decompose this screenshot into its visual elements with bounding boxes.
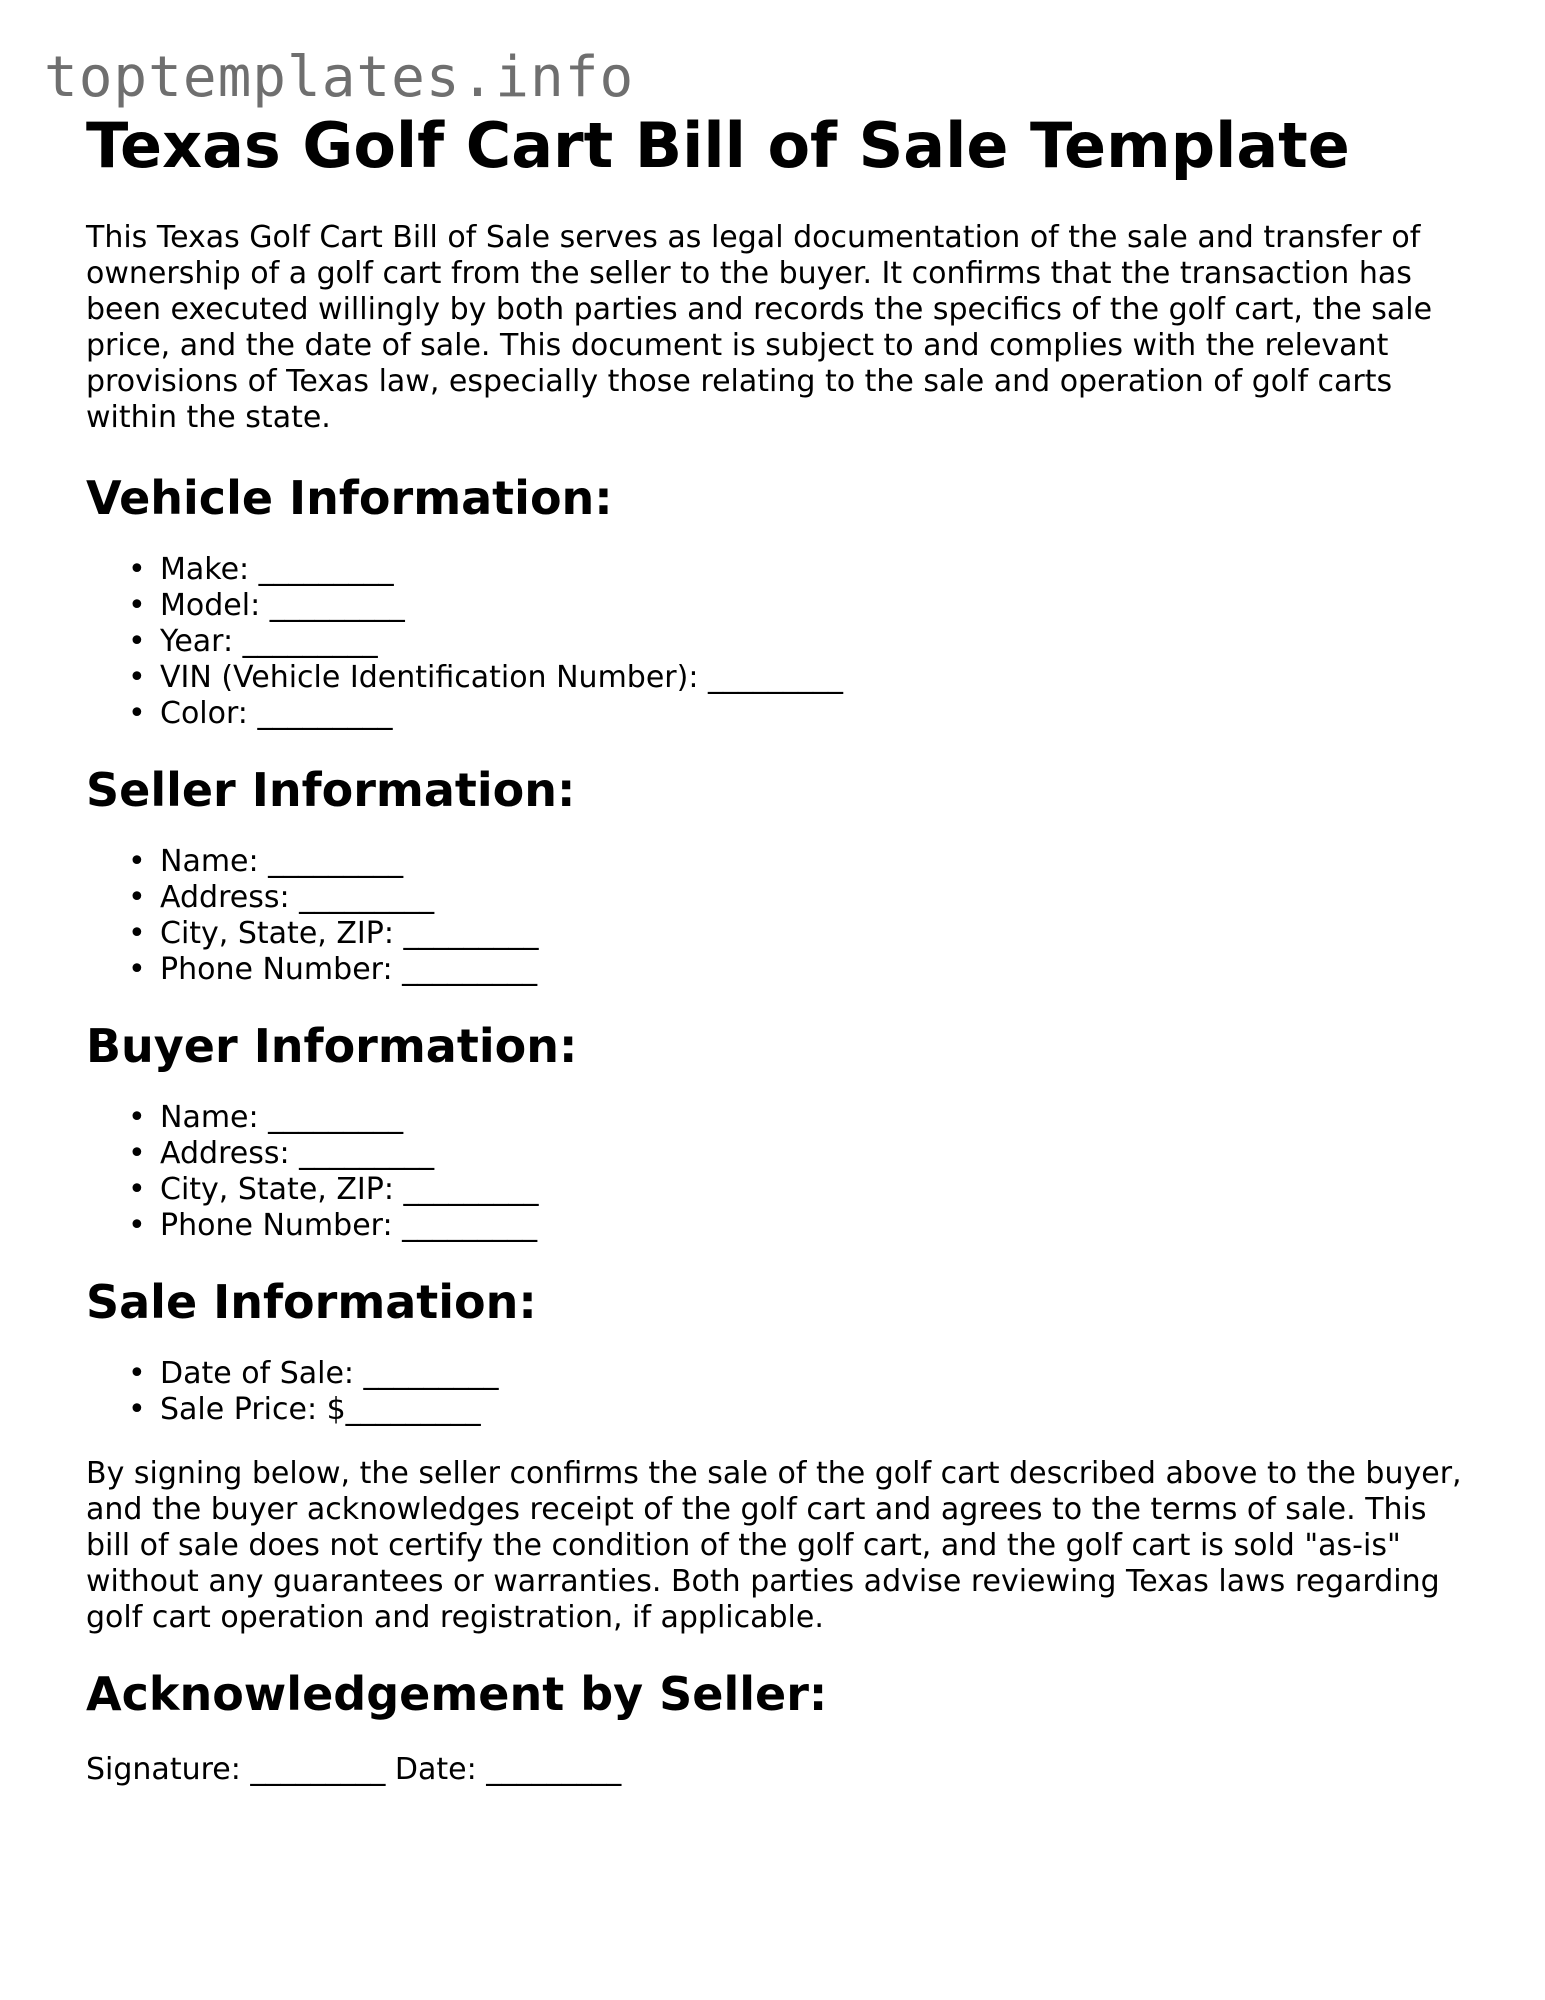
list-item	[128, 660, 1466, 696]
buyer-city-state-zip-field: City, State, ZIP: _________	[160, 1172, 539, 1207]
seller-name-field: Name: _________	[160, 844, 404, 879]
bullet-icon: •	[128, 844, 146, 879]
bullet-icon: •	[128, 1208, 146, 1243]
list-item	[128, 588, 1466, 624]
bullet-icon: •	[128, 1356, 146, 1391]
intro-paragraph: This Texas Golf Cart Bill of Sale serves as legal documentation of the sale and transfer of ownership of a golf cart from the seller to the buyer. It confirms that the transaction has been executed willingly by both parties and records the specifics of the golf cart, the sale price, and the date of sale. This document is subject to and complies with the relevant provisions of Texas law, especially those relating to the sale and operation of golf carts within the state.	[86, 220, 1433, 435]
buyer-phone-field: Phone Number: _________	[160, 1208, 538, 1243]
bullet-icon: •	[128, 1100, 146, 1135]
bullet-icon: •	[128, 1136, 146, 1171]
closing-paragraph: By signing below, the seller confirms the sale of the golf cart described above to the buyer, and the buyer acknowledges receipt of the golf cart and agrees to the terms of sale. This bill of sale does not certify the condition of the golf cart, and the golf cart is sold "as-is" without any guarantees or warranties. Both parties advise reviewing Texas laws regarding golf cart operation and registration, if applicable.	[86, 1456, 1462, 1635]
seller-phone-field: Phone Number: _________	[160, 952, 538, 987]
buyer-address-field: Address: _________	[160, 1136, 435, 1171]
watermark-text: toptemplates.info	[44, 45, 635, 110]
bullet-icon: •	[128, 624, 146, 659]
bullet-icon: •	[128, 880, 146, 915]
buyer-name-field: Name: _________	[160, 1100, 404, 1135]
vehicle-make-field: Make: _________	[160, 552, 394, 587]
bullet-icon: •	[128, 588, 146, 623]
list-item	[128, 1356, 1466, 1392]
bullet-icon: •	[128, 660, 146, 695]
sale-section-heading: Sale Information:	[86, 1275, 537, 1329]
bullet-icon: •	[128, 696, 146, 731]
vehicle-year-field: Year: _________	[160, 624, 378, 659]
list-item	[128, 1392, 1466, 1428]
list-item	[128, 552, 1466, 588]
signature-date-line: Signature: _________ Date: _________	[86, 1752, 622, 1787]
bullet-icon: •	[128, 916, 146, 951]
list-item	[128, 916, 1466, 952]
list-item	[128, 1208, 1466, 1244]
bullet-icon: •	[128, 552, 146, 587]
list-item	[128, 1136, 1466, 1172]
vehicle-section-heading: Vehicle Information:	[86, 471, 613, 525]
sale-date-field: Date of Sale: _________	[160, 1356, 499, 1391]
list-item	[128, 696, 1466, 732]
vehicle-color-field: Color: _________	[160, 696, 393, 731]
page-title: Texas Golf Cart Bill of Sale Template	[86, 109, 1350, 182]
buyer-field-list	[86, 1100, 1466, 1244]
vehicle-field-list	[86, 552, 1466, 732]
list-item	[128, 1100, 1466, 1136]
list-item	[128, 624, 1466, 660]
list-item	[128, 1172, 1466, 1208]
bullet-icon: •	[128, 952, 146, 987]
acknowledgement-heading: Acknowledgement by Seller:	[86, 1667, 828, 1721]
buyer-section-heading: Buyer Information:	[86, 1019, 578, 1073]
seller-city-state-zip-field: City, State, ZIP: _________	[160, 916, 539, 951]
list-item	[128, 844, 1466, 880]
bullet-icon: •	[128, 1172, 146, 1207]
list-item	[128, 952, 1466, 988]
list-item	[128, 880, 1466, 916]
seller-section-heading: Seller Information:	[86, 763, 576, 817]
sale-price-field: Sale Price: $_________	[160, 1392, 481, 1427]
vehicle-model-field: Model: _________	[160, 588, 405, 623]
sale-field-list	[86, 1356, 1466, 1428]
vehicle-vin-field: VIN (Vehicle Identification Number): _________	[160, 660, 843, 695]
document-body	[86, 108, 1466, 1788]
seller-address-field: Address: _________	[160, 880, 435, 915]
bullet-icon: •	[128, 1392, 146, 1427]
seller-field-list	[86, 844, 1466, 988]
